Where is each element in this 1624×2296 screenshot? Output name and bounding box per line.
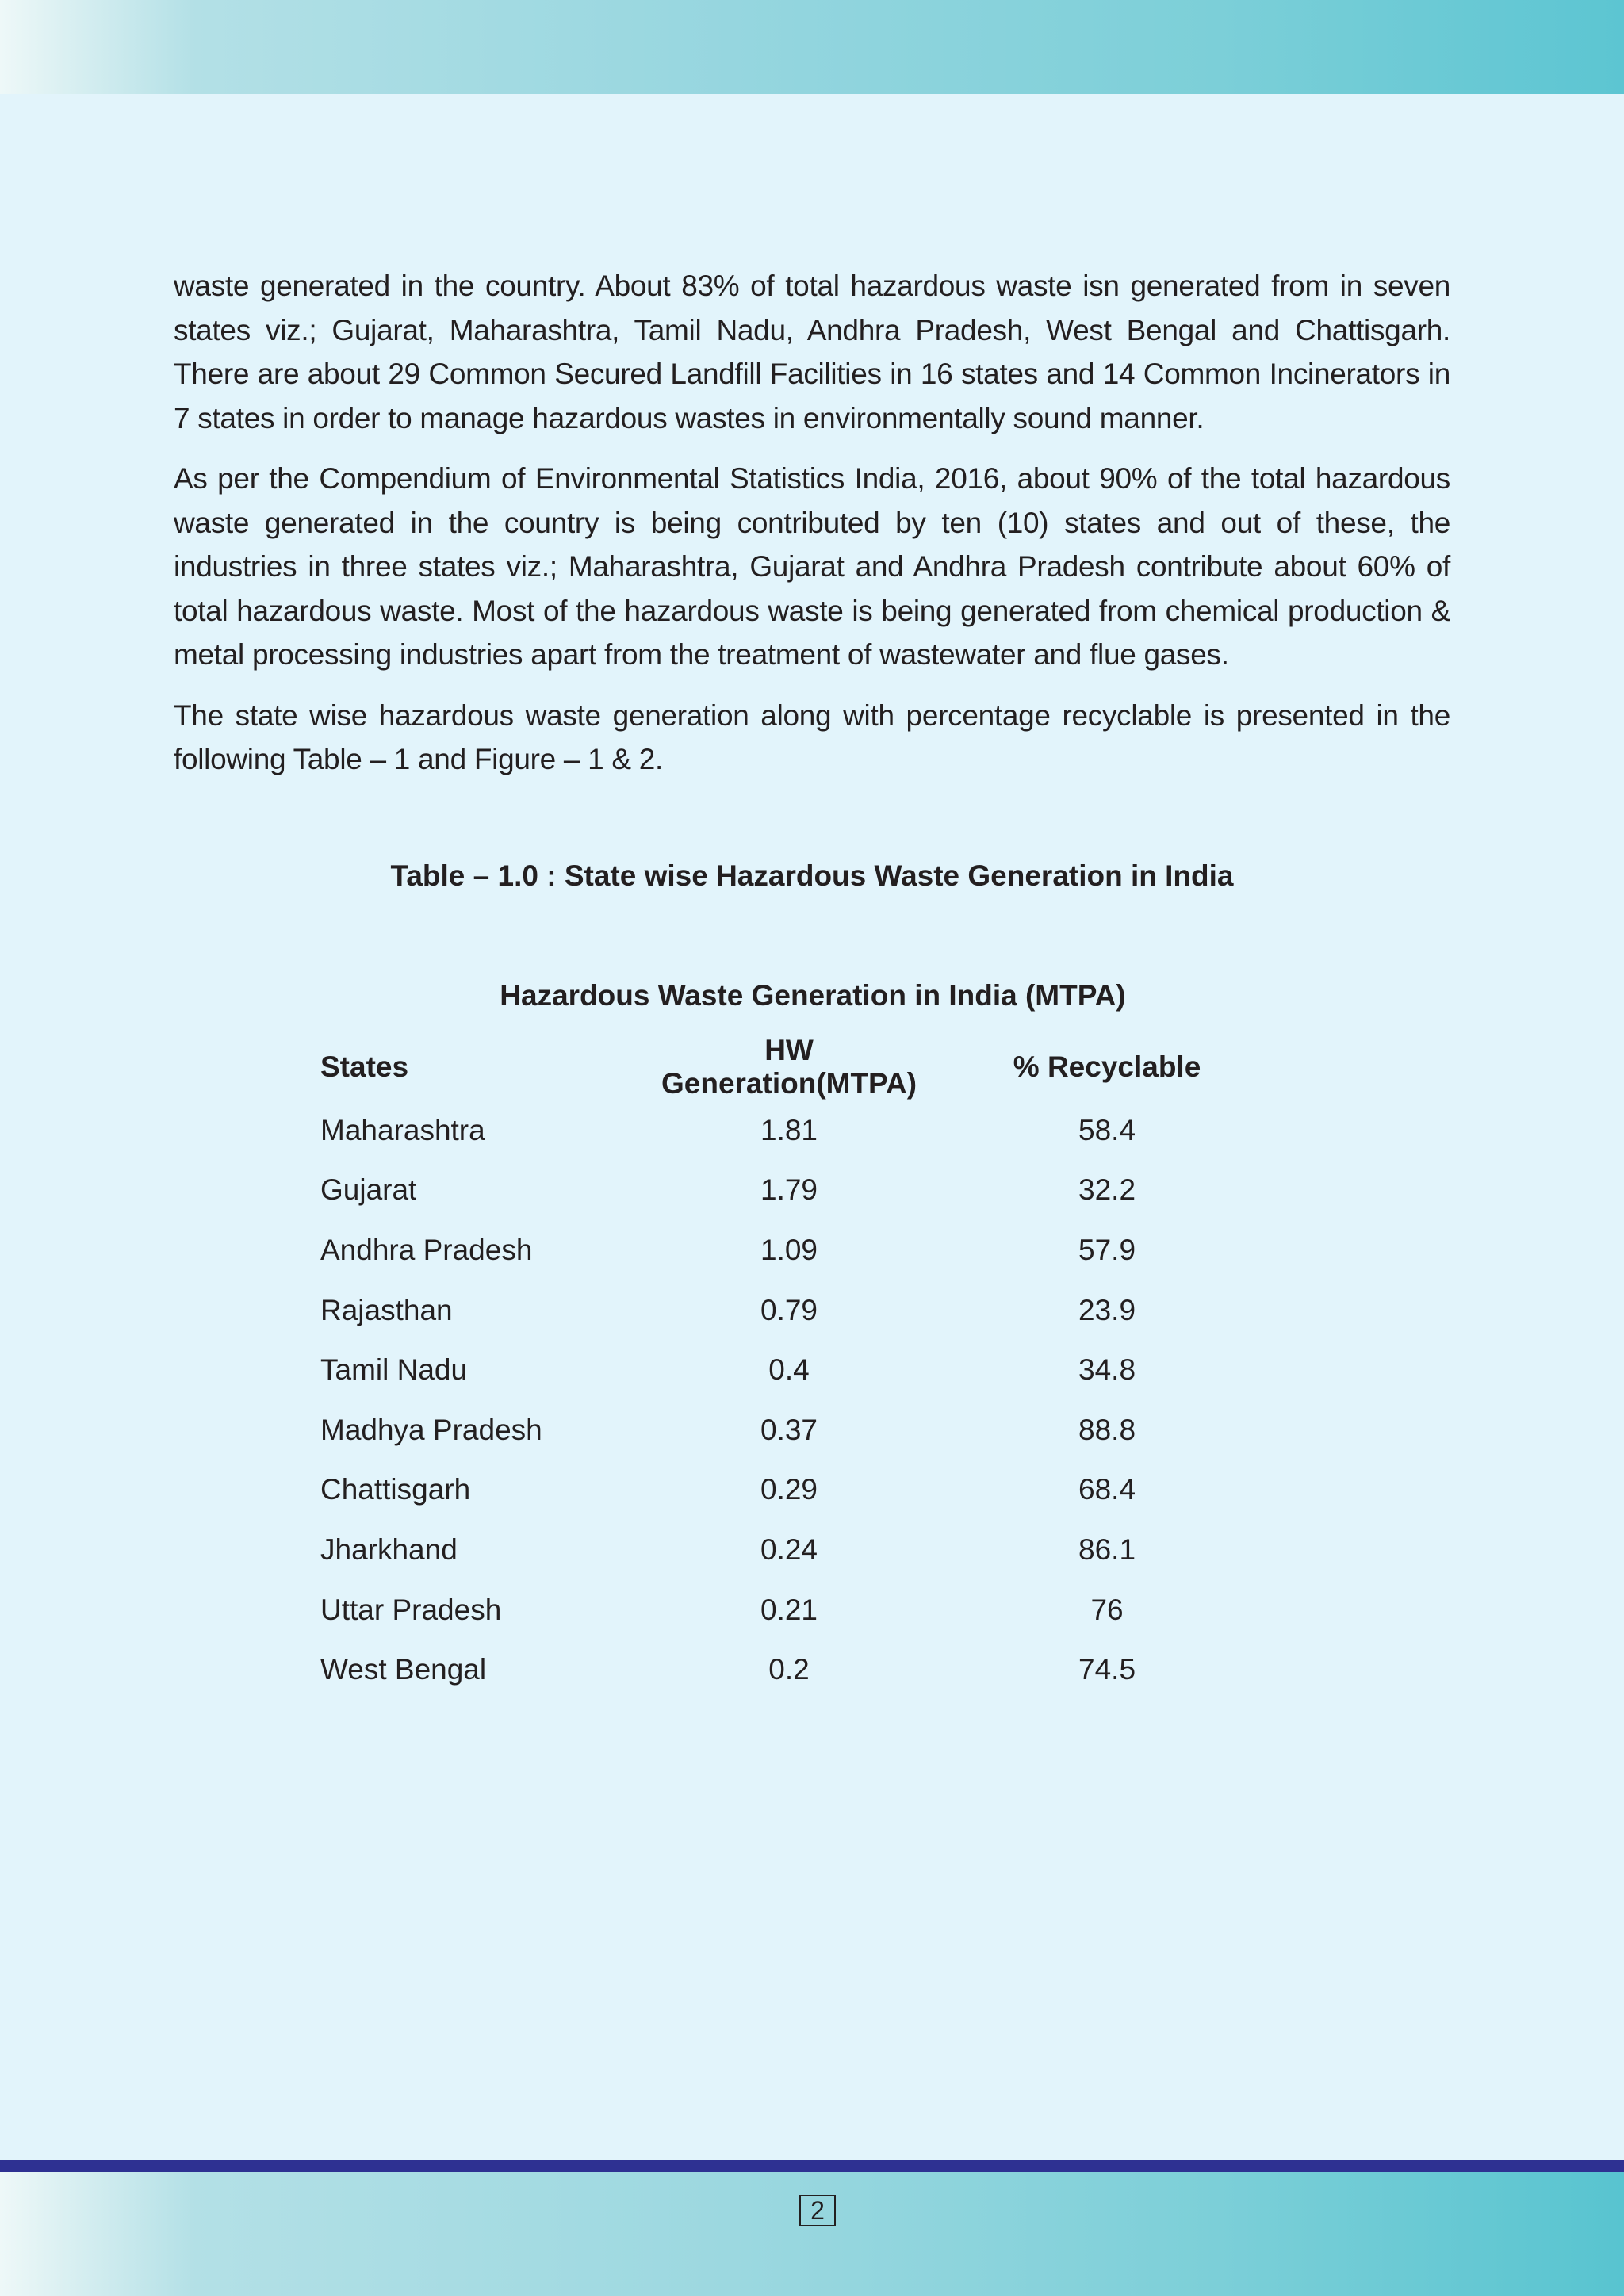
- state-name: West Bengal: [320, 1653, 487, 1686]
- state-name: Madhya Pradesh: [320, 1413, 542, 1446]
- hw-generation-value: 0.24: [760, 1533, 818, 1566]
- footer-rule: [0, 2160, 1624, 2172]
- recyclable-value: 86.1: [1078, 1533, 1136, 1566]
- paragraph-3: The state wise hazardous waste generation along with percentage recyclable is presented in the following Table – 1 and Figure – 1 & 2.: [174, 698, 1450, 775]
- state-name: Gujarat: [320, 1173, 417, 1207]
- header-states: States: [320, 1050, 409, 1083]
- table-row: [320, 1220, 1297, 1280]
- table-row: [320, 1400, 1297, 1460]
- recyclable-value: 32.2: [1078, 1173, 1136, 1207]
- state-name: Chattisgarh: [320, 1473, 471, 1506]
- recyclable-value: 34.8: [1078, 1353, 1136, 1387]
- hw-generation-value: 1.81: [760, 1113, 818, 1146]
- recyclable-value: 76: [1090, 1593, 1124, 1626]
- table-caption: Hazardous Waste Generation in India (MTPA): [500, 979, 1126, 1012]
- hazardous-waste-table-section: [320, 974, 1351, 1700]
- state-name: Uttar Pradesh: [320, 1593, 502, 1626]
- table-row: [320, 1640, 1297, 1700]
- table-row: [320, 1161, 1297, 1221]
- footer-gradient-band: [0, 2172, 1624, 2296]
- recyclable-value: 58.4: [1078, 1113, 1136, 1146]
- state-name: Jharkhand: [320, 1533, 458, 1566]
- recyclable-value: 57.9: [1078, 1233, 1136, 1266]
- table-title: Table – 1.0 : State wise Hazardous Waste Generation in India: [390, 859, 1234, 892]
- recyclable-value: 23.9: [1078, 1293, 1136, 1326]
- hw-generation-value: 1.79: [760, 1173, 818, 1207]
- state-name: Maharashtra: [320, 1113, 485, 1146]
- state-name: Tamil Nadu: [320, 1353, 468, 1387]
- body-text: [174, 264, 1450, 798]
- hazardous-waste-table: [320, 1034, 1297, 1700]
- hw-generation-value: 0.2: [768, 1653, 810, 1686]
- paragraph-2: As per the Compendium of Environmental Statistics India, 2016, about 90% of the total hazardous waste generated in the country is being contributed by ten (10) states and out of these, the industries in three states viz.; Maharashtra, Gujarat and Andhra Pradesh contribute about 60% of total hazardous waste. Most of the hazardous waste is being generated from chemical production & metal processing industries apart from the treatment of wastewater and flue gases.: [174, 462, 1450, 671]
- hw-generation-value: 0.4: [768, 1353, 810, 1387]
- state-name: Andhra Pradesh: [320, 1233, 533, 1266]
- hw-generation-value: 0.79: [760, 1293, 818, 1326]
- hw-generation-value: 1.09: [760, 1233, 818, 1266]
- table-header-row: [320, 1034, 1297, 1100]
- hw-generation-value: 0.37: [760, 1413, 818, 1446]
- recyclable-value: 74.5: [1078, 1653, 1136, 1686]
- table-row: [320, 1340, 1297, 1400]
- state-name: Rajasthan: [320, 1293, 453, 1326]
- table-row: [320, 1100, 1297, 1161]
- table-row: [320, 1580, 1297, 1640]
- recyclable-value: 68.4: [1078, 1473, 1136, 1506]
- table-row: [320, 1520, 1297, 1580]
- paragraph-1: waste generated in the country. About 83% of total hazardous waste isn generated from in seven states viz.; Gujarat, Maharashtra, Tamil Nadu, Andhra Pradesh, West Bengal and Chattisgarh. There are about 29 Common Secured Landfill Facilities in 16 states and 14 Common Incinerators in 7 states in order to manage hazardous wastes in environmentally sound manner.: [174, 270, 1450, 434]
- header-recyclable: % Recyclable: [1013, 1050, 1201, 1083]
- page-number: 2: [799, 2195, 836, 2226]
- recyclable-value: 88.8: [1078, 1413, 1136, 1446]
- header-hw-generation: HW Generation(MTPA): [661, 1034, 917, 1100]
- table-row: [320, 1280, 1297, 1341]
- table-row: [320, 1460, 1297, 1521]
- hw-generation-value: 0.21: [760, 1593, 818, 1626]
- hw-generation-value: 0.29: [760, 1473, 818, 1506]
- header-gradient-band: [0, 0, 1624, 94]
